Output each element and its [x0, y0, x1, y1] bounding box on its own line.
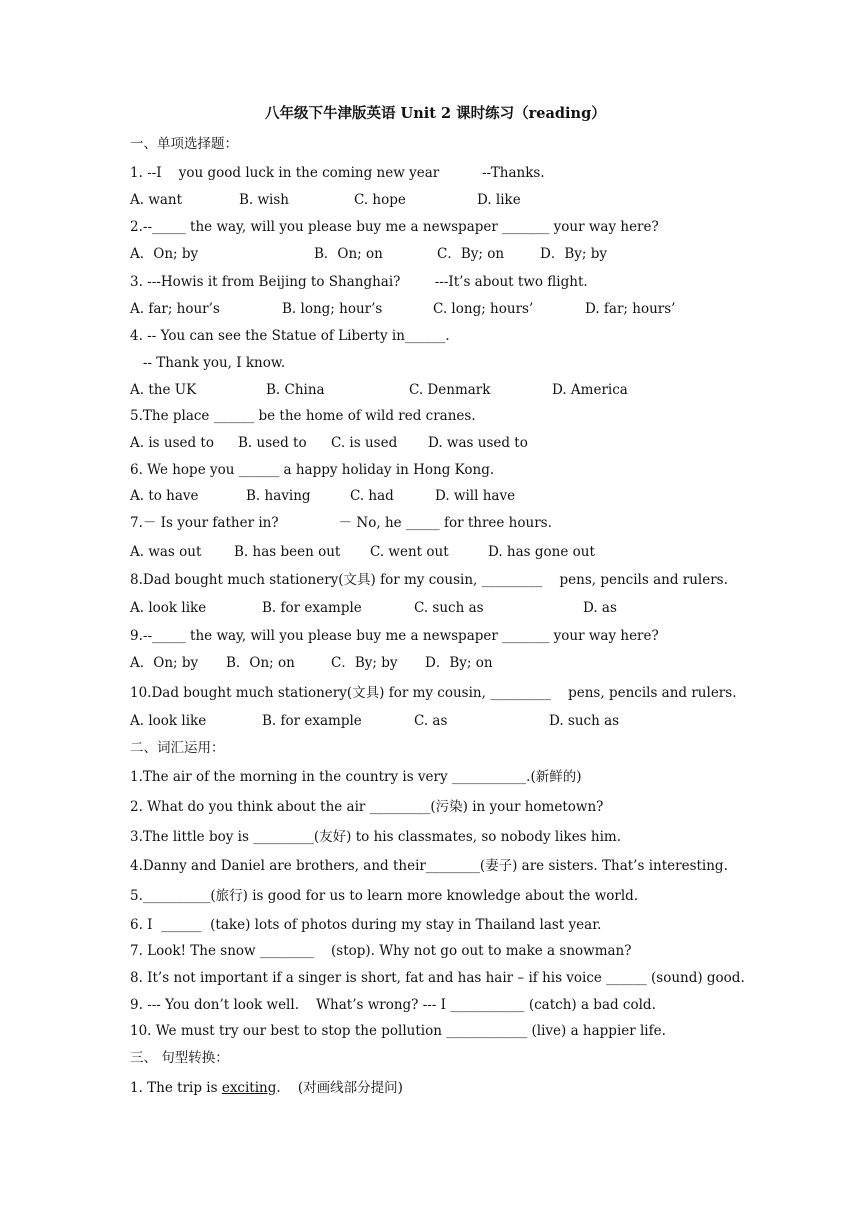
- question-3: 3. ---Howis it from Beijing to Shanghai? ---It’s about two flight.: [130, 274, 588, 290]
- option-10c: C. as: [414, 713, 448, 729]
- option-9d: D．By; on: [425, 655, 493, 671]
- question-2: 2.--_____ the way, will you please buy me a newspaper _______ your way here?: [130, 219, 659, 235]
- option-8a: A. look like: [130, 600, 207, 616]
- vocab-item-10: 10. We must try our best to stop the pollution ____________ (live) a happier life.: [130, 1023, 666, 1039]
- vocab-item-2: 2. What do you think about the air _________(污染) in your hometown?: [130, 799, 604, 815]
- option-5d: D. was used to: [428, 435, 528, 451]
- question-6: 6. We hope you ______ a happy holiday in Hong Kong.: [130, 462, 495, 478]
- vocab-item-5: 5.__________(旅行) is good for us to learn more knowledge about the world.: [130, 888, 639, 904]
- option-7c: C. went out: [370, 544, 449, 560]
- question-9: 9.--_____ the way, will you please buy me a newspaper _______ your way here?: [130, 628, 659, 644]
- transform-item-1-prefix: 1. The trip is: [130, 1080, 222, 1096]
- option-3c: C. long; hours’: [433, 301, 534, 317]
- question-5: 5.The place ______ be the home of wild red cranes.: [130, 408, 476, 424]
- option-1a: A. want: [130, 192, 183, 208]
- option-8c: C. such as: [414, 600, 484, 616]
- option-7b: B. has been out: [234, 544, 341, 560]
- option-5b: B. used to: [238, 435, 307, 451]
- option-4b: B. China: [266, 382, 325, 398]
- option-5c: C. is used: [331, 435, 398, 451]
- section-heading-2: 二、词汇运用：: [130, 740, 225, 756]
- option-10b: B. for example: [262, 713, 362, 729]
- option-3d: D. far; hours’: [585, 301, 676, 317]
- vocab-item-9: 9. --- You don’t look well. What’s wrong? --- I ___________ (catch) a bad cold.: [130, 997, 656, 1013]
- transform-item-1: [130, 1079, 403, 1097]
- vocab-item-7: 7. Look! The snow ________ (stop). Why not go out to make a snowman?: [130, 943, 632, 959]
- option-4d: D. America: [552, 382, 628, 398]
- question-4: 4. -- You can see the Statue of Liberty in______.: [130, 328, 450, 344]
- option-10a: A. look like: [130, 713, 207, 729]
- section-heading-1: 一、单项选择题：: [130, 136, 238, 152]
- transform-item-1-suffix: . (对画线部分提问): [276, 1080, 403, 1096]
- option-1d: D. like: [477, 192, 521, 208]
- option-8b: B. for example: [262, 600, 362, 616]
- underlined-word: exciting: [221, 1080, 277, 1096]
- option-2c: C．By; on: [437, 246, 505, 262]
- option-2d: D．By; by: [540, 246, 607, 262]
- option-2b: B．On; on: [314, 246, 383, 262]
- option-6c: C. had: [350, 488, 394, 504]
- option-2a: A．On; by: [130, 246, 199, 262]
- question-7: 7.－ Is your father in? － No, he _____ for three hours.: [130, 515, 552, 531]
- vocab-item-8: 8. It’s not important if a singer is short, fat and has hair – if his voice ______ (sound) good.: [130, 970, 745, 986]
- option-9c: C．By; by: [331, 655, 398, 671]
- option-1c: C. hope: [354, 192, 406, 208]
- option-6b: B. having: [246, 488, 311, 504]
- section-heading-3: 三、 句型转换：: [130, 1050, 229, 1066]
- question-8: 8.Dad bought much stationery(文具) for my cousin, _________ pens, pencils and rulers.: [130, 572, 728, 588]
- vocab-item-3: 3.The little boy is _________(友好) to his classmates, so nobody likes him.: [130, 829, 622, 845]
- page-title: 八年级下牛津版英语 Unit 2 课时练习（reading）: [265, 105, 606, 122]
- vocab-item-4: 4.Danny and Daniel are brothers, and their________(妻子) are sisters. That’s interesting.: [130, 858, 728, 874]
- option-7d: D. has gone out: [488, 544, 595, 560]
- option-9a: A．On; by: [130, 655, 199, 671]
- option-4c: C. Denmark: [409, 382, 491, 398]
- option-8d: D. as: [583, 600, 617, 616]
- question-4-reply: -- Thank you, I know.: [130, 355, 286, 371]
- option-6a: A. to have: [130, 488, 199, 504]
- option-3a: A. far; hour’s: [130, 301, 220, 317]
- option-9b: B．On; on: [226, 655, 295, 671]
- vocab-item-1: 1.The air of the morning in the country is very ___________.(新鲜的): [130, 769, 582, 785]
- option-4a: A. the UK: [130, 382, 197, 398]
- option-3b: B. long; hour’s: [282, 301, 383, 317]
- option-7a: A. was out: [130, 544, 202, 560]
- option-5a: A. is used to: [130, 435, 214, 451]
- option-1b: B. wish: [239, 192, 289, 208]
- option-10d: D. such as: [549, 713, 620, 729]
- option-6d: D. will have: [435, 488, 516, 504]
- question-10: 10.Dad bought much stationery(文具) for my cousin, _________ pens, pencils and rulers.: [130, 685, 737, 701]
- vocab-item-6: 6. I ______ (take) lots of photos during my stay in Thailand last year.: [130, 917, 602, 933]
- question-1: 1. --I you good luck in the coming new year --Thanks.: [130, 165, 545, 181]
